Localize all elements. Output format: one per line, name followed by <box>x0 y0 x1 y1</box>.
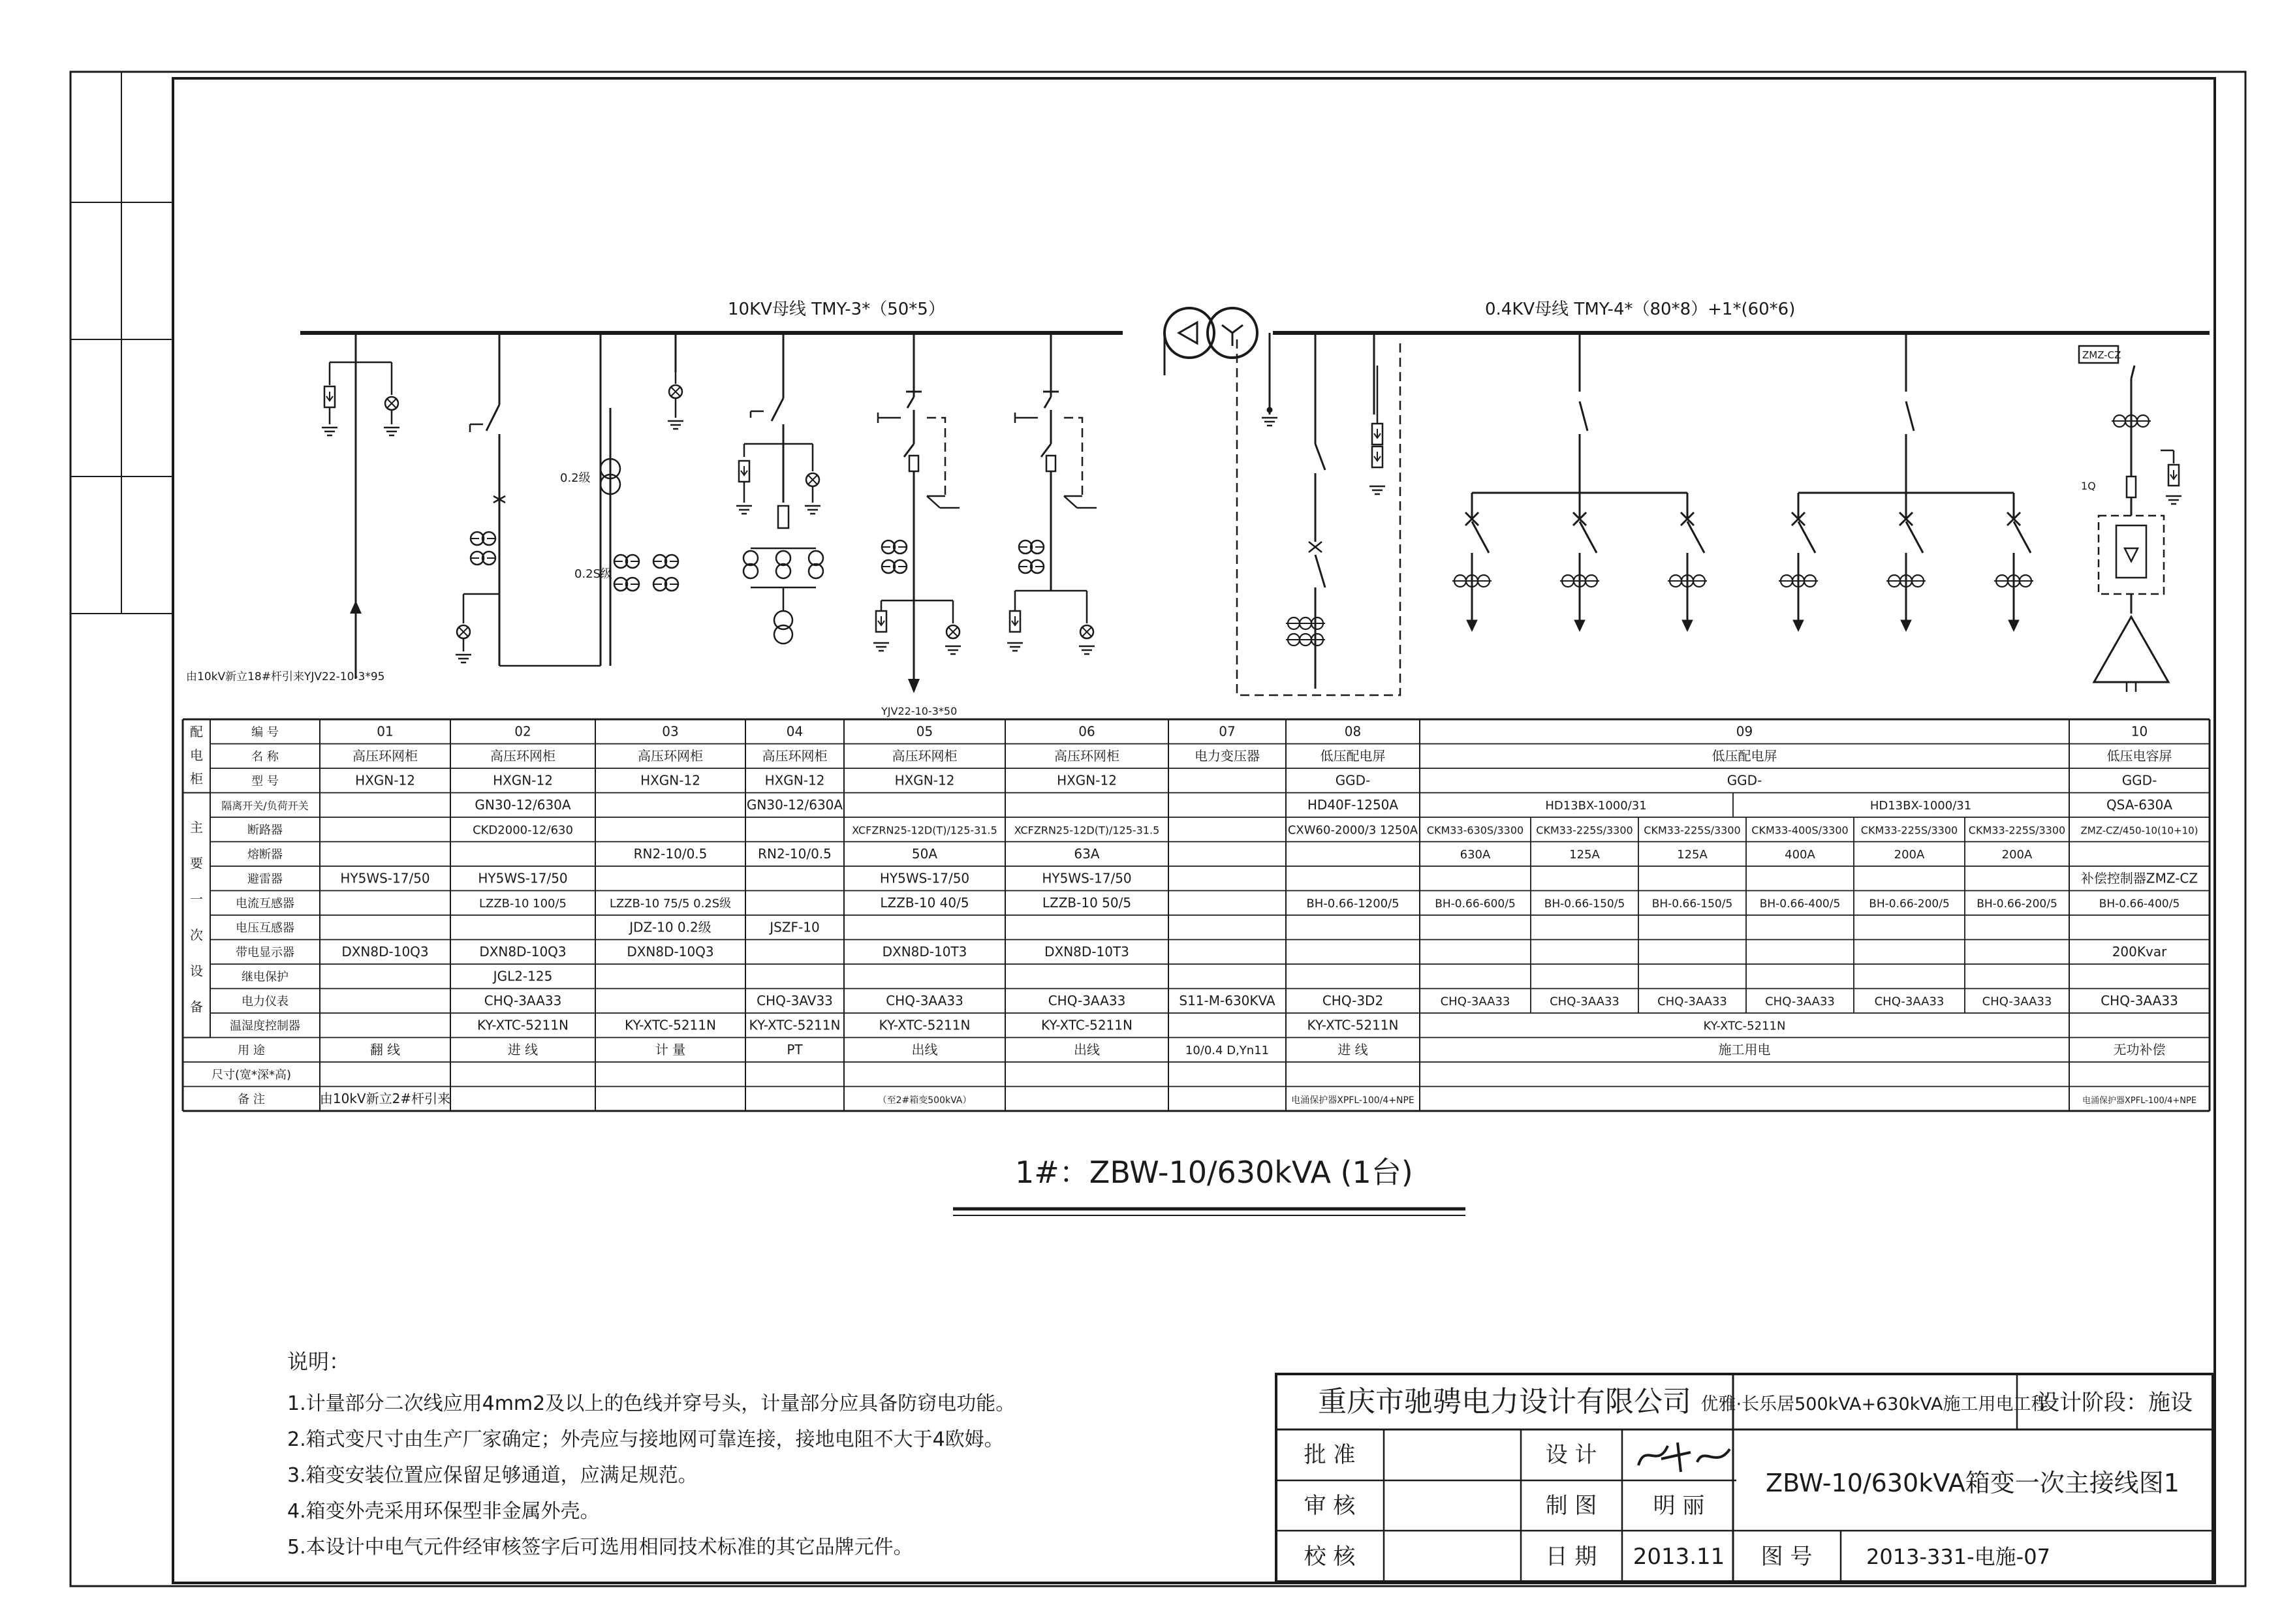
table-row-label: 电压互感器 <box>236 921 294 935</box>
table-cell-model: HXGN-12 <box>1057 772 1117 789</box>
panel-02-diagram <box>456 333 601 666</box>
table-row-label: 继电保护 <box>242 970 289 984</box>
drawing-title-group <box>953 1155 1465 1215</box>
table-row-label: 用 途 <box>238 1044 265 1057</box>
table-cell-no: 06 <box>1078 723 1095 740</box>
table-cell-model: HXGN-12 <box>493 772 553 789</box>
table-cell-model: HXGN-12 <box>640 772 700 789</box>
table-cell-remark: 电涌保护器XPFL-100/4+NPE <box>1291 1095 1415 1106</box>
table-row-label: 电力仪表 <box>242 995 289 1008</box>
notes <box>287 1349 1015 1559</box>
table-cell-breaker: CKM33-630S/3300 <box>1426 824 1524 837</box>
table-cell-ct: LZZB-10 50/5 <box>1042 895 1132 911</box>
table-cell-fuse: 200A <box>1894 848 1925 862</box>
table-cell-model: GGD- <box>1335 772 1371 789</box>
table-cell-fuse: 63A <box>1074 846 1100 862</box>
table-cell-use: 10/0.4 D,Yn11 <box>1185 1044 1270 1057</box>
project-name: 优雅·长乐居500kVA+630kVA施工用电工程 <box>1700 1394 2049 1414</box>
table-cell-fuse: 200A <box>2001 848 2033 862</box>
note-item: 5.本设计中电气元件经审核签字后可选用相同技术标准的其它品牌元件。 <box>287 1536 913 1559</box>
table-cell-indicator: DXN8D-10Q3 <box>627 944 714 960</box>
table-cell-meter: CHQ-3AV33 <box>757 993 833 1008</box>
designer-signature <box>1638 1443 1730 1472</box>
table-cell-arrester: HY5WS-17/50 <box>1042 870 1132 886</box>
equipment-table <box>183 719 2210 1111</box>
table-cell-remark: 电涌保护器XPFL-100/4+NPE <box>2082 1096 2197 1106</box>
table-cell-ct: BH-0.66-400/5 <box>2099 898 2180 911</box>
table-row-label: 型 号 <box>251 774 279 789</box>
table-cell-remark: （至2#箱变500kVA） <box>877 1095 972 1106</box>
table-cell-ct: LZZB-10 100/5 <box>478 897 567 911</box>
table-cell-ct: BH-0.66-200/5 <box>1977 898 2057 911</box>
design-label: 设 计 <box>1545 1442 1597 1468</box>
table-side-header: 电 <box>190 747 203 763</box>
table-cell-name: 高压环网柜 <box>1054 748 1119 764</box>
table-cell-meter: CHQ-3AA33 <box>1440 995 1510 1008</box>
table-cell-no: 03 <box>662 723 679 740</box>
table-side-header: 主 <box>190 819 203 835</box>
table-cell-iso: HD13BX-1000/31 <box>1545 799 1647 813</box>
table-row-label: 温湿度控制器 <box>230 1019 300 1033</box>
table-cell-remark: 由10kV新立2#杆引来 <box>319 1091 451 1106</box>
table-cell-arrester: HY5WS-17/50 <box>478 870 568 886</box>
table-cell-breaker: CKM33-225S/3300 <box>1968 824 2066 837</box>
table-cell-controller: KY-XTC-5211N <box>625 1017 716 1033</box>
table-cell-use: 出线 <box>911 1042 938 1057</box>
date-value: 2013.11 <box>1633 1544 1725 1570</box>
panel-01-diagram <box>322 333 399 679</box>
table-row-label: 尺寸(宽*深*高) <box>211 1068 292 1082</box>
table-cell-arrester: HY5WS-17/50 <box>879 870 970 886</box>
drafter-name: 明 丽 <box>1653 1493 1705 1519</box>
hv-bus-label: 10KV母线 TMY-3*（50*5） <box>728 300 945 319</box>
table-cell-name: 高压环网柜 <box>892 748 958 764</box>
table-cell-meter: CHQ-3AA33 <box>1765 995 1835 1008</box>
table-cell-ct: BH-0.66-600/5 <box>1435 898 1516 911</box>
table-cell-controller: KY-XTC-5211N <box>1041 1017 1133 1033</box>
table-side-header: 一 <box>190 891 203 907</box>
table-cell-model: GGD- <box>2121 772 2157 789</box>
table-row-label: 电流互感器 <box>236 897 294 911</box>
panel-06-diagram <box>1007 333 1097 654</box>
table-cell-no: 01 <box>377 723 394 740</box>
table-cell-fuse: 50A <box>911 846 938 862</box>
check-label: 校 核 <box>1304 1544 1356 1570</box>
table-row-label: 名 称 <box>251 750 279 764</box>
table-row-label: 带电显示器 <box>236 946 294 960</box>
table-cell-fuse: 125A <box>1677 848 1708 862</box>
table-cell-breaker: CKD2000-12/630 <box>473 823 573 837</box>
table-cell-model: HXGN-12 <box>764 772 825 789</box>
table-row-label: 断路器 <box>247 823 283 837</box>
panel-09-diagram <box>1452 333 2033 631</box>
table-cell-indicator: DXN8D-10Q3 <box>479 944 567 960</box>
table-side-header: 配 <box>190 724 203 740</box>
note-item: 2.箱式变尺寸由生产厂家确定；外壳应与接地网可靠连接，接地电阻不大于4欧姆。 <box>287 1428 1004 1451</box>
table-cell-ct: LZZB-10 75/5 0.2S级 <box>609 897 732 911</box>
table-cell-iso: QSA-630A <box>2106 797 2173 813</box>
company-name: 重庆市驰骋电力设计有限公司 <box>1318 1385 1691 1418</box>
date-label: 日 期 <box>1545 1544 1597 1570</box>
table-cell-no: 08 <box>1344 723 1362 740</box>
table-side-header: 要 <box>190 855 203 871</box>
table-cell-use: 计 量 <box>655 1042 686 1057</box>
table-row-label: 避雷器 <box>247 872 283 886</box>
table-cell-meter: CHQ-3AA33 <box>1048 993 1126 1008</box>
table-cell-no: 07 <box>1219 723 1236 740</box>
table-cell-breaker: CKM33-400S/3300 <box>1751 824 1849 837</box>
table-cell-breaker: CKM33-225S/3300 <box>1644 824 1741 837</box>
table-cell-fuse: RN2-10/0.5 <box>633 846 708 862</box>
table-side-header: 柜 <box>190 771 203 787</box>
table-cell-ct: BH-0.66-400/5 <box>1759 898 1841 911</box>
drawing-no: 2013-331-电施-07 <box>1866 1544 2050 1569</box>
table-cell-indicator: DXN8D-10Q3 <box>341 944 429 960</box>
notes-heading: 说明： <box>287 1349 351 1374</box>
table-cell-ct: BH-0.66-150/5 <box>1544 898 1625 911</box>
table-cell-meter: CHQ-3AA33 <box>484 993 562 1008</box>
table-cell-controller: KY-XTC-5211N <box>1307 1017 1399 1033</box>
table-cell-model: HXGN-12 <box>894 772 955 789</box>
table-cell-fuse: 125A <box>1569 848 1600 862</box>
table-cell-indicator: 200Kvar <box>2112 944 2167 960</box>
table-cell-name: 电力变压器 <box>1195 748 1260 764</box>
table-cell-fuse: 400A <box>1785 848 1815 862</box>
table-cell-name: 高压环网柜 <box>352 748 418 764</box>
table-cell-meter: CHQ-3AA33 <box>1982 995 2052 1008</box>
table-cell-name: 高压环网柜 <box>490 748 555 764</box>
drawing-title-block: ZBW-10/630kVA箱变一次主接线图1 <box>1766 1469 2180 1497</box>
table-cell-no: 02 <box>514 723 531 740</box>
table-cell-controller: KY-XTC-5211N <box>879 1017 971 1033</box>
zmz-tag: ZMZ-CZ <box>2082 349 2121 361</box>
table-cell-no: 04 <box>786 723 804 740</box>
table-cell-controller: KY-XTC-5211N <box>1703 1019 1786 1033</box>
table-cell-name: 低压配电屏 <box>1712 748 1777 764</box>
table-cell-ct: BH-0.66-1200/5 <box>1306 897 1399 911</box>
panel-05-diagram <box>873 333 961 717</box>
table-cell-name: 低压配电屏 <box>1320 748 1386 764</box>
table-cell-controller: KY-XTC-5211N <box>749 1017 841 1033</box>
table-cell-iso: HD13BX-1000/31 <box>1869 799 1972 813</box>
table-cell-meter: CHQ-3AA33 <box>886 993 963 1008</box>
table-cell-ct: LZZB-10 40/5 <box>880 895 969 911</box>
table-cell-pt: JDZ-10 0.2级 <box>629 919 711 935</box>
table-cell-use: 进 线 <box>1337 1042 1368 1057</box>
design-stage: 设计阶段：施设 <box>2037 1390 2193 1416</box>
table-cell-no: 05 <box>916 723 933 740</box>
table-row-label: 熔断器 <box>247 848 283 862</box>
table-cell-use: PT <box>787 1042 803 1057</box>
table-cell-iso: HD40F-1250A <box>1307 797 1399 813</box>
table-cell-use: 施工用电 <box>1718 1042 1771 1057</box>
review-label: 审 核 <box>1304 1493 1356 1519</box>
panel-10-diagram <box>2079 346 2181 692</box>
table-row-label: 编 号 <box>251 725 279 740</box>
table-cell-arrester: 补偿控制器ZMZ-CZ <box>2080 870 2198 886</box>
table-row-label: 备 注 <box>238 1093 265 1106</box>
table-side-header: 备 <box>190 999 203 1015</box>
table-cell-breaker: ZMZ-CZ/450-10(10+10) <box>2080 824 2198 837</box>
table-cell-ct: BH-0.66-200/5 <box>1869 898 1950 911</box>
table-cell-no: 09 <box>1736 723 1753 740</box>
table-cell-iso: GN30-12/630A <box>746 797 843 813</box>
outgoing-cable-label: YJV22-10-3*50 <box>881 705 958 717</box>
table-cell-breaker: CXW60-2000/3 1250A <box>1287 823 1418 837</box>
table-cell-meter: CHQ-3D2 <box>1322 993 1384 1008</box>
table-cell-name: 低压电容屏 <box>2106 748 2172 764</box>
lv-bus-label: 0.4KV母线 TMY-4*（80*8）+1*(60*6) <box>1485 300 1796 319</box>
note-item: 3.箱变安装位置应保留足够通道，应满足规范。 <box>287 1464 698 1487</box>
table-cell-iso: GN30-12/630A <box>475 797 571 813</box>
panel-04-diagram <box>736 333 823 644</box>
drawing-no-label: 图 号 <box>1760 1544 1813 1570</box>
table-cell-model: HXGN-12 <box>355 772 415 789</box>
table-cell-breaker: XCFZRN25-12D(T)/125-31.5 <box>1014 824 1160 837</box>
table-cell-meter: CHQ-3AA33 <box>1874 995 1945 1008</box>
table-cell-fuse: 630A <box>1460 848 1491 862</box>
table-cell-use: 翻 线 <box>369 1042 401 1057</box>
panel-03-diagram <box>560 333 683 666</box>
approve-label: 批 准 <box>1304 1442 1356 1468</box>
note-item: 4.箱变外壳采用环保型非金属外壳。 <box>287 1500 600 1523</box>
table-row-label: 隔离开关/负荷开关 <box>221 800 309 812</box>
table-cell-indicator: DXN8D-10T3 <box>882 944 967 960</box>
table-cell-meter: CHQ-3AA33 <box>2101 993 2178 1008</box>
single-line-diagram <box>186 300 2210 717</box>
table-cell-name: 高压环网柜 <box>638 748 703 764</box>
table-side-header: 次 <box>190 927 203 943</box>
table-cell-use: 出线 <box>1074 1042 1100 1057</box>
table-cell-use: 无功补偿 <box>2113 1042 2166 1057</box>
draw-label: 制 图 <box>1545 1493 1597 1519</box>
table-cell-name: 高压环网柜 <box>762 748 828 764</box>
drawing-title: 1#：ZBW-10/630kVA (1台) <box>1015 1155 1413 1190</box>
table-cell-indicator: DXN8D-10T3 <box>1044 944 1129 960</box>
table-cell-pt: JSZF-10 <box>770 919 820 935</box>
table-cell-model: GGD- <box>1727 772 1762 789</box>
table-cell-fuse: RN2-10/0.5 <box>758 846 832 862</box>
table-cell-meter: CHQ-3AA33 <box>1657 995 1727 1008</box>
accuracy-02s-label: 0.2S级 <box>574 567 613 581</box>
table-cell-no: 10 <box>2131 723 2148 740</box>
incoming-cable-label: 由10kV新立18#杆引来YJV22-10-3*95 <box>186 670 385 683</box>
table-cell-ct: BH-0.66-150/5 <box>1651 898 1733 911</box>
table-cell-relay: JGL2-125 <box>493 968 553 984</box>
table-cell-arrester: HY5WS-17/50 <box>340 870 430 886</box>
phase-label: 1Q <box>2081 480 2096 492</box>
table-cell-controller: KY-XTC-5211N <box>477 1017 569 1033</box>
title-block <box>1276 1374 2213 1582</box>
table-cell-use: 进 线 <box>507 1042 539 1057</box>
transformer-symbol <box>1164 308 1270 375</box>
table-side-header: 设 <box>190 963 203 979</box>
table-cell-meter: S11-M-630KVA <box>1179 993 1275 1008</box>
table-cell-meter: CHQ-3AA33 <box>1550 995 1619 1008</box>
table-cell-breaker: CKM33-225S/3300 <box>1536 824 1633 837</box>
accuracy-02-label: 0.2级 <box>560 471 591 485</box>
note-item: 1.计量部分二次线应用4mm2及以上的色线并穿号头，计量部分应具备防窃电功能。 <box>287 1392 1016 1415</box>
panel-08-diagram <box>1237 333 1400 695</box>
table-cell-breaker: XCFZRN25-12D(T)/125-31.5 <box>852 824 997 837</box>
table-cell-breaker: CKM33-225S/3300 <box>1860 824 1958 837</box>
